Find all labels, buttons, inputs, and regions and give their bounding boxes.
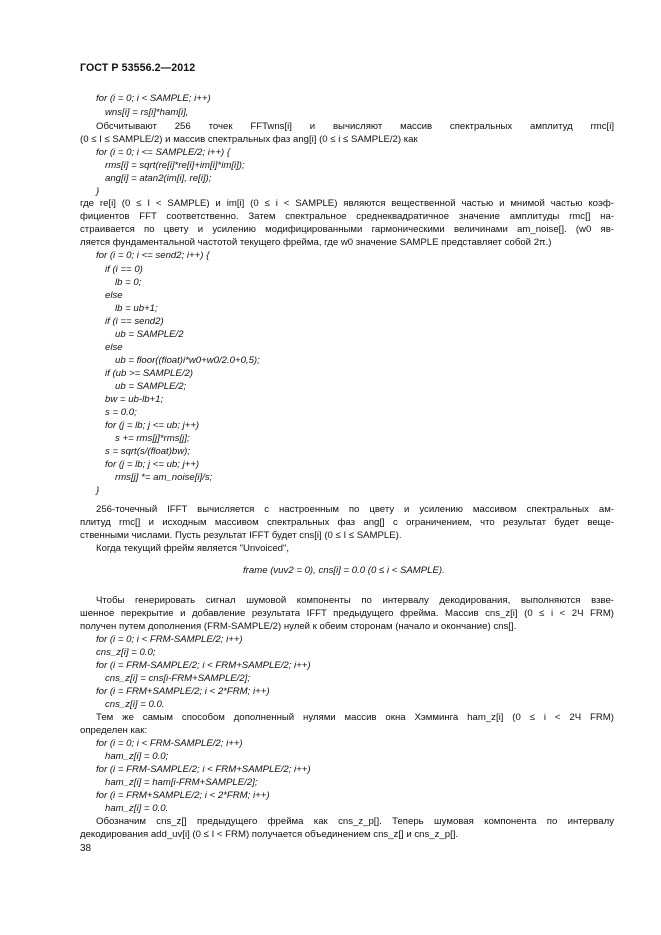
code-line: ham_z[i] = 0.0;	[105, 751, 169, 762]
code-line: bw = ub-lb+1;	[105, 394, 164, 405]
text-line: определен как:	[80, 725, 148, 736]
text-line: где re[i] (0 ≤ I < SAMPLE) и im[i] (0 ≤ i < SAMPLE) являются вещественной частью и мнимой частью коэф-	[80, 198, 614, 209]
document-header: ГОСТ Р 53556.2—2012	[80, 62, 196, 74]
code-line: else	[105, 290, 123, 301]
code-line: s += rms[j]*rms[j];	[115, 433, 190, 444]
code-line: cns_z[i] = cns[i-FRM+SAMPLE/2];	[105, 673, 251, 684]
code-line: for (i = 0; i <= send2; i++) {	[96, 250, 210, 261]
code-line: if (ub >= SAMPLE/2)	[105, 368, 193, 379]
text-line: ственными числами. Пусть результат IFFT будет cns[i] (0 ≤ I ≤ SAMPLE).	[80, 530, 402, 541]
code-line: for (i = 0; i < FRM-SAMPLE/2; i++)	[96, 634, 243, 645]
code-line: for (i = 0; i < FRM-SAMPLE/2; i++)	[96, 738, 243, 749]
text-line: ляется фундаментальной частотой текущего фрейма, где w0 значение SAMPLE представляет собой 2π.)	[80, 237, 552, 248]
code-line: }	[96, 485, 100, 496]
code-line: ham_z[i] = 0.0.	[105, 803, 169, 814]
code-line: ub = floor((float)i*w0+w0/2.0+0,5);	[115, 355, 260, 366]
code-line: }	[96, 186, 100, 197]
code-line: lb = ub+1;	[115, 303, 158, 314]
code-line: if (i == send2)	[105, 316, 164, 327]
code-line: for (i = 0; i < SAMPLE; i++)	[96, 93, 211, 104]
code-line: for (i = FRM-SAMPLE/2; i < FRM+SAMPLE/2; i++)	[96, 764, 311, 775]
text-line: фициентов FFT соответственно. Затем спектральное среднеквадратичное значение амплитуды rmc[] на-	[80, 211, 614, 222]
code-line: cns_z[i] = 0.0.	[105, 699, 165, 710]
code-line: s = 0.0;	[105, 407, 137, 418]
code-line: ang[i] = atan2(im[i], re[i]);	[105, 173, 212, 184]
text-line: страивается по цвету и усилению модифицированными гармоническими величинами am_noise[]. (w0 яв-	[80, 224, 614, 235]
code-line: wns[i] = rs[i]*ham[i],	[105, 107, 189, 118]
code-line: ub = SAMPLE/2	[115, 329, 184, 340]
text-line: Когда текущий фрейм является "Unvoiced",	[96, 543, 290, 554]
code-line: for (i = FRM+SAMPLE/2; i < 2*FRM; i++)	[96, 686, 270, 697]
code-line: if (i == 0)	[105, 264, 143, 275]
text-line: 256-точечный IFFT вычисляется с настроенным по цвету и усилению массивом спектральных ам-	[96, 504, 614, 515]
text-line: Тем же самым способом дополненный нулями массив окна Хэмминга ham_z[i] (0 ≤ i < 2Ч FRM)	[96, 712, 614, 723]
code-line: for (j = lb; j <= ub; j++)	[105, 459, 200, 470]
code-line: for (i = 0; i <= SAMPLE/2; i++) {	[96, 147, 231, 158]
code-line: for (i = FRM-SAMPLE/2; i < FRM+SAMPLE/2; i++)	[96, 660, 311, 671]
text-line: (0 ≤ I ≤ SAMPLE/2) и массив спектральных фаз ang[i] (0 ≤ i ≤ SAMPLE/2) как	[80, 134, 418, 145]
formula-line: frame (vuv2 = 0), cns[i] = 0.0 (0 ≤ i < SAMPLE).	[243, 565, 445, 576]
text-line: Обсчитывают 256 точек FFTwns[i] и вычисляют массив спектральных амплитуд rmc[i]	[96, 121, 614, 132]
code-line: s = sqrt(s/(float)bw);	[105, 446, 191, 457]
page-number: 38	[80, 843, 92, 854]
text-line: декодирования add_uv[i] (0 ≤ I < FRM) получается объединением cns_z[] и cns_z_p[].	[80, 829, 459, 840]
code-line: cns_z[i] = 0.0;	[96, 647, 156, 658]
code-line: lb = 0;	[115, 277, 142, 288]
code-line: ub = SAMPLE/2;	[115, 381, 187, 392]
text-line: плитуд rmc[] и исходным массивом спектральных фаз ang[] с ограничением, что результат будет веще-	[80, 517, 614, 528]
code-line: rms[i] = sqrt(re[i]*re[i]+im[i]*im[i]);	[105, 160, 245, 171]
code-line: rms[j] *= am_noise[i]/s;	[115, 472, 213, 483]
text-line: шенное перекрытие и добавление результата IFFT предыдущего фрейма. Массив cns_z[i] (0 ≤ i < 2Ч FRM)	[80, 608, 614, 619]
code-line: else	[105, 342, 123, 353]
code-line: for (j = lb; j <= ub; j++)	[105, 420, 200, 431]
text-line: Обозначим cns_z[] предыдущего фрейма как cns_z_p[]. Теперь шумовая компонента по интервалу	[96, 816, 614, 827]
text-line: получен путем дополнения (FRM-SAMPLE/2) нулей к обеим сторонам (начало и окончание) cns[].	[80, 621, 517, 632]
code-line: for (i = FRM+SAMPLE/2; i < 2*FRM; i++)	[96, 790, 270, 801]
text-line: Чтобы генерировать сигнал шумовой компоненты по интервалу декодирования, выполняются взве-	[96, 595, 614, 606]
code-line: ham_z[i] = ham[i-FRM+SAMPLE/2];	[105, 777, 258, 788]
